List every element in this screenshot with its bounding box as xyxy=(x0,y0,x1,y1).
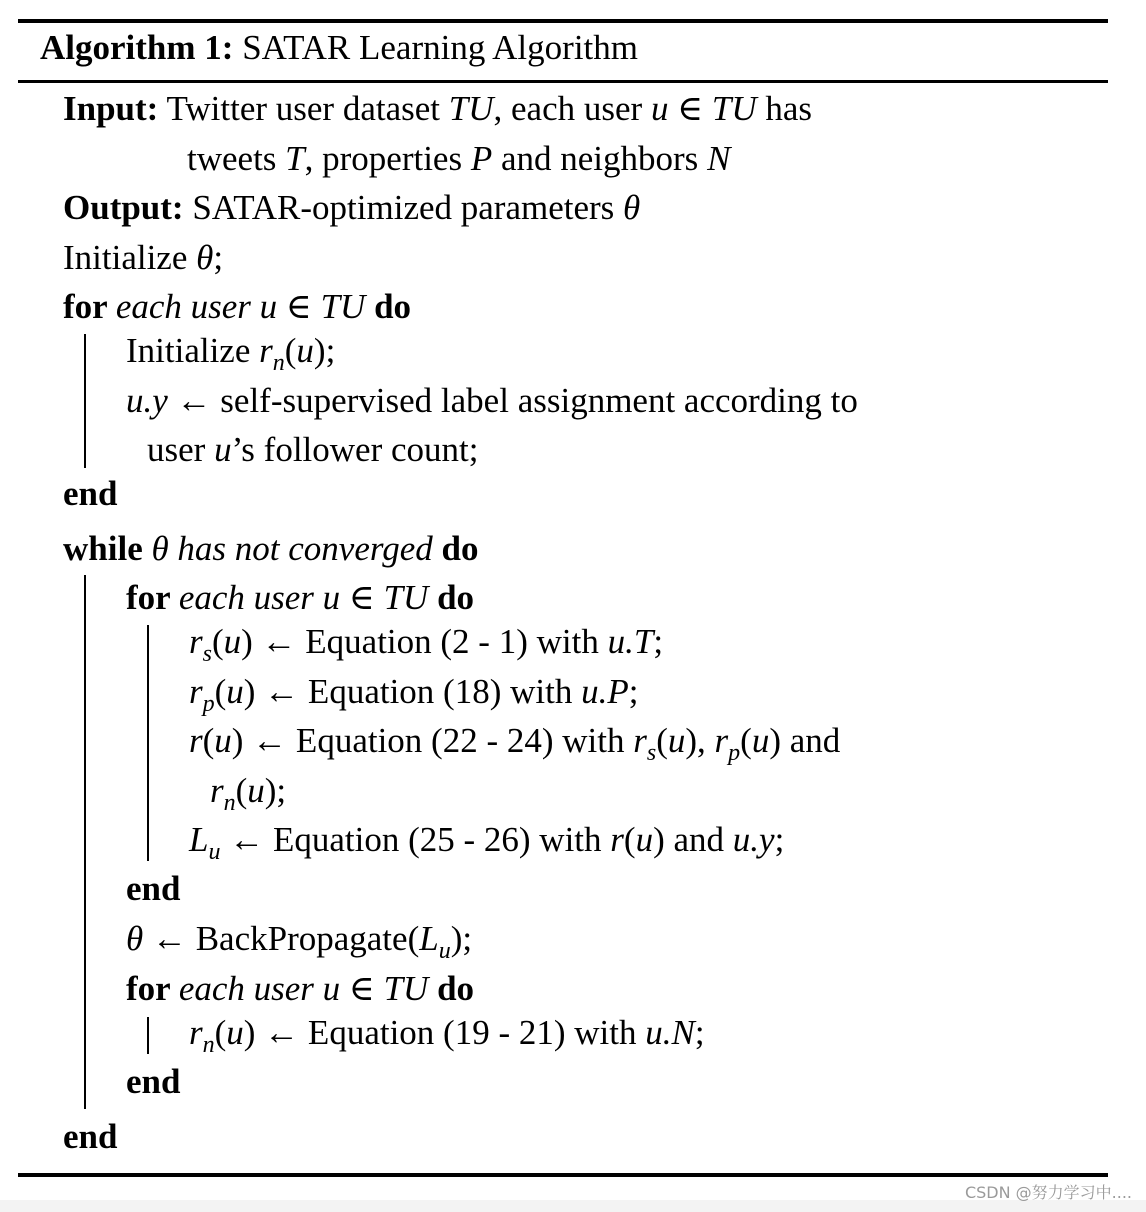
algorithm-number: Algorithm 1: xyxy=(40,28,234,67)
init-rn-line: Initialize $r_n(u)$; xyxy=(126,331,336,376)
loss-line: $L_u$ ← Equation (25 - 26) with r(u) and u.y; xyxy=(189,820,785,865)
bottom-rule xyxy=(18,1173,1108,1177)
for-loop-2-header: for each user u ∈ TU do xyxy=(126,578,475,617)
top-rule xyxy=(18,19,1108,23)
init-theta-line: Initialize θ; xyxy=(63,238,224,277)
algorithm-name: SATAR Learning Algorithm xyxy=(242,28,638,67)
output-label: Output: xyxy=(63,188,184,227)
rp-line: $r_p(u)$ ← Equation (18) with u.P; xyxy=(189,672,639,717)
end-for-3: end xyxy=(126,1062,181,1101)
input-line-1 xyxy=(63,87,812,131)
block-bar-while xyxy=(84,575,86,1109)
end-for-2: end xyxy=(126,869,181,908)
input-label: Input: xyxy=(63,89,159,128)
while-header: while θ has not converged do xyxy=(63,529,479,568)
rn-update-line: $r_n(u)$ ← Equation (19 - 21) with u.N; xyxy=(189,1013,705,1058)
label-assignment-line-2: user u’s follower count; xyxy=(147,430,479,469)
block-bar-for-3 xyxy=(147,1017,149,1054)
label-assignment-line-1: u.y ← self-supervised label assignment according to xyxy=(126,381,858,420)
block-bar-for-2 xyxy=(147,625,149,861)
watermark: CSDN @努力学习中.... xyxy=(964,1183,1132,1202)
algorithm-title xyxy=(40,26,638,70)
backprop-line: θ ← $BackPropagate(L_u)$; xyxy=(126,919,473,964)
end-while: end xyxy=(63,1117,118,1156)
rs-line: $r_s(u)$ ← Equation (2 - 1) with u.T; xyxy=(189,622,664,667)
end-for-1: end xyxy=(63,474,118,513)
block-bar-for-1 xyxy=(84,334,86,468)
input-text-1: Twitter user dataset TU, each user u ∈ TU has xyxy=(166,89,813,128)
title-rule xyxy=(18,80,1108,83)
output-text: SATAR-optimized parameters θ xyxy=(192,188,641,227)
output-line xyxy=(63,186,640,230)
r-line-1: r(u) ← Equation (22 - 24) with $r_s(u)$, $r_p(u)$ and xyxy=(189,721,841,766)
for-loop-1-header: for each user u ∈ TU do xyxy=(63,287,412,326)
r-line-2: $r_n(u)$; xyxy=(210,771,287,816)
for-loop-3-header: for each user u ∈ TU do xyxy=(126,969,475,1008)
input-line-2: tweets T, properties P and neighbors N xyxy=(187,139,731,178)
